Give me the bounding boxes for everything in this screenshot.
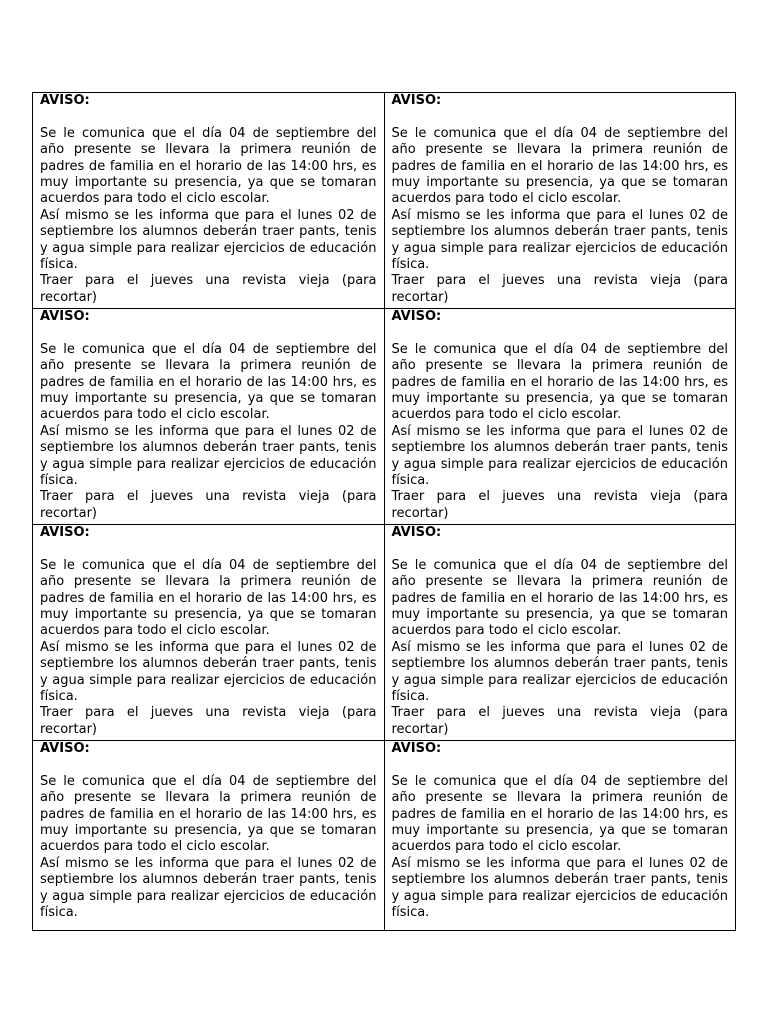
notice-meeting-text: Se le comunica que el día 04 de septiembre del año presente se llevara la primera reunión de padres de familia en el horario de las 14:00 hrs, es muy importante su presencia, ya que se tomaran acuerdos para todo el ciclo escolar. [40, 773, 377, 855]
notice-title: AVISO: [40, 93, 90, 108]
notice-title: AVISO: [40, 309, 90, 324]
notice-card [33, 309, 385, 525]
notice-title: AVISO: [391, 525, 442, 540]
notice-magazine-text: Traer para el jueves una revista vieja (para recortar) [40, 705, 377, 737]
notice-meeting-text: Se le comunica que el día 04 de septiembre del año presente se llevara la primera reunión de padres de familia en el horario de las 14:00 hrs, es muy importante su presencia, ya que se tomaran acuerdos para todo el ciclo escolar. [391, 341, 728, 423]
notice-magazine-text: Traer para el jueves una revista vieja (para recortar) [391, 705, 728, 737]
notice-title: AVISO: [40, 741, 90, 756]
notice-card [33, 741, 385, 931]
notice-title: AVISO: [391, 93, 442, 108]
notice-meeting-text: Se le comunica que el día 04 de septiembre del año presente se llevara la primera reunión de padres de familia en el horario de las 14:00 hrs, es muy importante su presencia, ya que se tomaran acuerdos para todo el ciclo escolar. [40, 125, 377, 207]
notice-card [384, 93, 736, 309]
notice-pe-text: Así mismo se les informa que para el lunes 02 de septiembre los alumnos deberán traer pants, tenis y agua simple para realizar ejercicios de educación física. [40, 423, 377, 489]
notice-title: AVISO: [40, 525, 90, 540]
notice-row [33, 741, 736, 931]
notice-magazine-text: Traer para el jueves una revista vieja (para recortar) [40, 273, 377, 305]
notice-magazine-text: Traer para el jueves una revista vieja (para recortar) [391, 273, 728, 305]
notice-card [384, 525, 736, 741]
notice-card [33, 525, 385, 741]
notice-meeting-text: Se le comunica que el día 04 de septiembre del año presente se llevara la primera reunión de padres de familia en el horario de las 14:00 hrs, es muy importante su presencia, ya que se tomaran acuerdos para todo el ciclo escolar. [391, 773, 728, 855]
notice-title: AVISO: [391, 741, 442, 756]
notice-meeting-text: Se le comunica que el día 04 de septiembre del año presente se llevara la primera reunión de padres de familia en el horario de las 14:00 hrs, es muy importante su presencia, ya que se tomaran acuerdos para todo el ciclo escolar. [391, 557, 728, 639]
notice-meeting-text: Se le comunica que el día 04 de septiembre del año presente se llevara la primera reunión de padres de familia en el horario de las 14:00 hrs, es muy importante su presencia, ya que se tomaran acuerdos para todo el ciclo escolar. [40, 557, 377, 639]
notice-magazine-text: Traer para el jueves una revista vieja (para recortar) [40, 489, 377, 521]
notice-row [33, 93, 736, 309]
notice-pe-text: Así mismo se les informa que para el lunes 02 de septiembre los alumnos deberán traer pants, tenis y agua simple para realizar ejercicios de educación física. [40, 207, 377, 273]
notice-title: AVISO: [391, 309, 442, 324]
notice-row [33, 309, 736, 525]
notice-pe-text: Así mismo se les informa que para el lunes 02 de septiembre los alumnos deberán traer pants, tenis y agua simple para realizar ejercicios de educación física. [391, 639, 728, 705]
notice-magazine-text: Traer para el jueves una revista vieja (para recortar) [391, 489, 728, 521]
notice-meeting-text: Se le comunica que el día 04 de septiembre del año presente se llevara la primera reunión de padres de familia en el horario de las 14:00 hrs, es muy importante su presencia, ya que se tomaran acuerdos para todo el ciclo escolar. [40, 341, 377, 423]
notice-pe-text: Así mismo se les informa que para el lunes 02 de septiembre los alumnos deberán traer pants, tenis y agua simple para realizar ejercicios de educación física. [391, 207, 728, 273]
notice-pe-text: Así mismo se les informa que para el lunes 02 de septiembre los alumnos deberán traer pants, tenis y agua simple para realizar ejercicios de educación física. [40, 855, 377, 921]
notice-card [384, 309, 736, 525]
notice-pe-text: Así mismo se les informa que para el lunes 02 de septiembre los alumnos deberán traer pants, tenis y agua simple para realizar ejercicios de educación física. [40, 639, 377, 705]
notice-card [33, 93, 385, 309]
notice-card [384, 741, 736, 931]
notice-row [33, 525, 736, 741]
notice-pe-text: Así mismo se les informa que para el lunes 02 de septiembre los alumnos deberán traer pants, tenis y agua simple para realizar ejercicios de educación física. [391, 423, 728, 489]
notice-grid [32, 92, 736, 931]
notice-pe-text: Así mismo se les informa que para el lunes 02 de septiembre los alumnos deberán traer pants, tenis y agua simple para realizar ejercicios de educación física. [391, 855, 728, 921]
notice-meeting-text: Se le comunica que el día 04 de septiembre del año presente se llevara la primera reunión de padres de familia en el horario de las 14:00 hrs, es muy importante su presencia, ya que se tomaran acuerdos para todo el ciclo escolar. [391, 125, 728, 207]
